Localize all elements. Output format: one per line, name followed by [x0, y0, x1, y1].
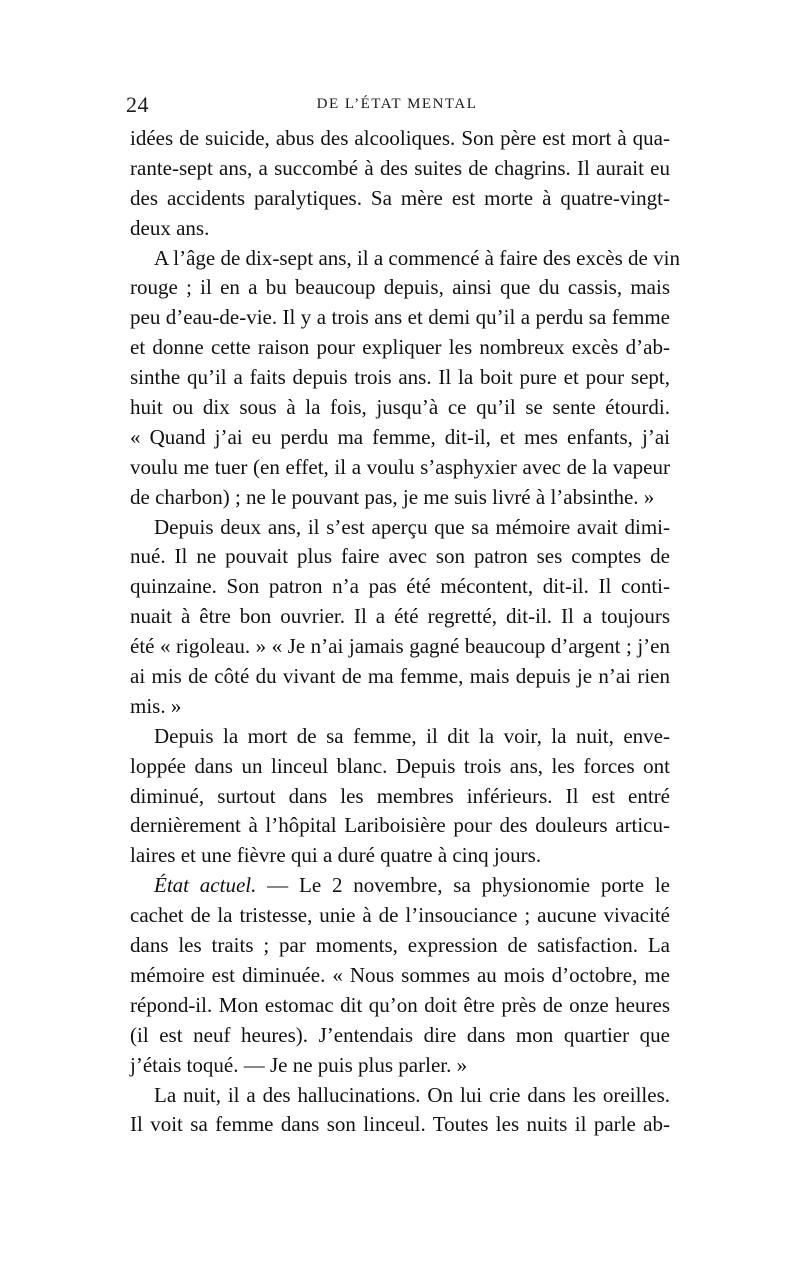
text-line: rouge ; il en a bu beaucoup depuis, ainsi que du cassis, mais: [130, 275, 670, 300]
text-line: deux ans.: [130, 215, 210, 240]
paragraph: [130, 722, 670, 871]
text-line: Il voit sa femme dans son linceul. Toutes les nuits il parle ab-: [130, 1112, 670, 1137]
text-line: (il est neuf heures). J’entendais dire dans mon quartier que: [130, 1022, 670, 1047]
text-line: loppée dans un linceul blanc. Depuis trois ans, les forces ont: [130, 753, 670, 778]
text-line: de charbon) ; ne le pouvant pas, je me suis livré à l’absinthe. »: [130, 484, 655, 509]
text-line: « Quand j’ai eu perdu ma femme, dit-il, et mes enfants, j’ai: [130, 424, 670, 449]
paragraph: [130, 244, 680, 513]
section-lead: État actuel.: [154, 873, 257, 898]
text-line: quinzaine. Son patron n’a pas été mécontent, dit-il. Il conti-: [130, 574, 670, 599]
text-line: peu d’eau-de-vie. Il y a trois ans et demi qu’il a perdu sa femme: [130, 305, 670, 330]
page-header: [126, 92, 668, 118]
text-line: nuait à être bon ouvrier. Il a été regretté, dit-il. Il a toujours: [130, 604, 670, 629]
text-line: La nuit, il a des hallucinations. On lui crie dans les oreilles.: [154, 1082, 670, 1107]
paragraph: [130, 871, 670, 1080]
text-line: idées de suicide, abus des alcooliques. Son père est mort à qua-: [130, 126, 670, 150]
body-text: [130, 124, 680, 1140]
text-line: huit ou dix sous à la fois, jusqu’à ce qu’il se sente étourdi.: [130, 395, 670, 420]
text-line: diminué, surtout dans les membres inférieurs. Il est entré: [130, 783, 670, 808]
text-line: mémoire est diminuée. « Nous sommes au mois d’octobre, me: [130, 962, 670, 987]
paragraph: [130, 1081, 670, 1141]
text-line: [130, 871, 670, 901]
text-line: voulu me tuer (en effet, il a voulu s’asphyxier avec de la vapeur: [130, 454, 670, 479]
paragraph: [130, 513, 670, 722]
text-line: cachet de la tristesse, unie à de l’insouciance ; aucune vivacité: [130, 903, 670, 928]
text-line: des accidents paralytiques. Sa mère est morte à quatre-vingt-: [130, 185, 670, 210]
page-number: 24: [126, 92, 149, 117]
text-line: nué. Il ne pouvait plus faire avec son patron ses comptes de: [130, 544, 670, 569]
text-line: sinthe qu’il a faits depuis trois ans. Il la boit pure et pour sept,: [130, 365, 670, 390]
text-line: laires et une fièvre qui a duré quatre à cinq jours.: [130, 843, 542, 868]
text-line: répond-il. Mon estomac dit qu’on doit être près de onze heures: [130, 992, 670, 1017]
text-line: Depuis la mort de sa femme, il dit la voir, la nuit, enve-: [154, 723, 670, 748]
text-line: et donne cette raison pour expliquer les nombreux excès d’ab-: [130, 335, 670, 360]
text-line: rante-sept ans, a succombé à des suites de chagrins. Il aurait eu: [130, 155, 670, 180]
text-line: dernièrement à l’hôpital Lariboisière pour des douleurs articu-: [130, 813, 670, 838]
text-fragment: — Le 2 novembre, sa physionomie porte le: [256, 873, 670, 898]
text-line: été « rigoleau. » « Je n’ai jamais gagné beaucoup d’argent ; j’en: [130, 634, 670, 659]
text-line: mis. »: [130, 693, 182, 718]
text-line: A l’âge de dix-sept ans, il a commencé à faire des excès de vin: [154, 245, 680, 270]
paragraph: [130, 124, 670, 244]
text-line: Depuis deux ans, il s’est aperçu que sa mémoire avait dimi-: [154, 514, 670, 539]
text-line: dans les traits ; par moments, expression de satisfaction. La: [130, 933, 670, 958]
running-title: DE L’ÉTAT MENTAL: [316, 96, 478, 112]
text-line: j’étais toqué. — Je ne puis plus parler. »: [130, 1052, 468, 1077]
text-line: ai mis de côté du vivant de ma femme, mais depuis je n’ai rien: [130, 664, 670, 689]
